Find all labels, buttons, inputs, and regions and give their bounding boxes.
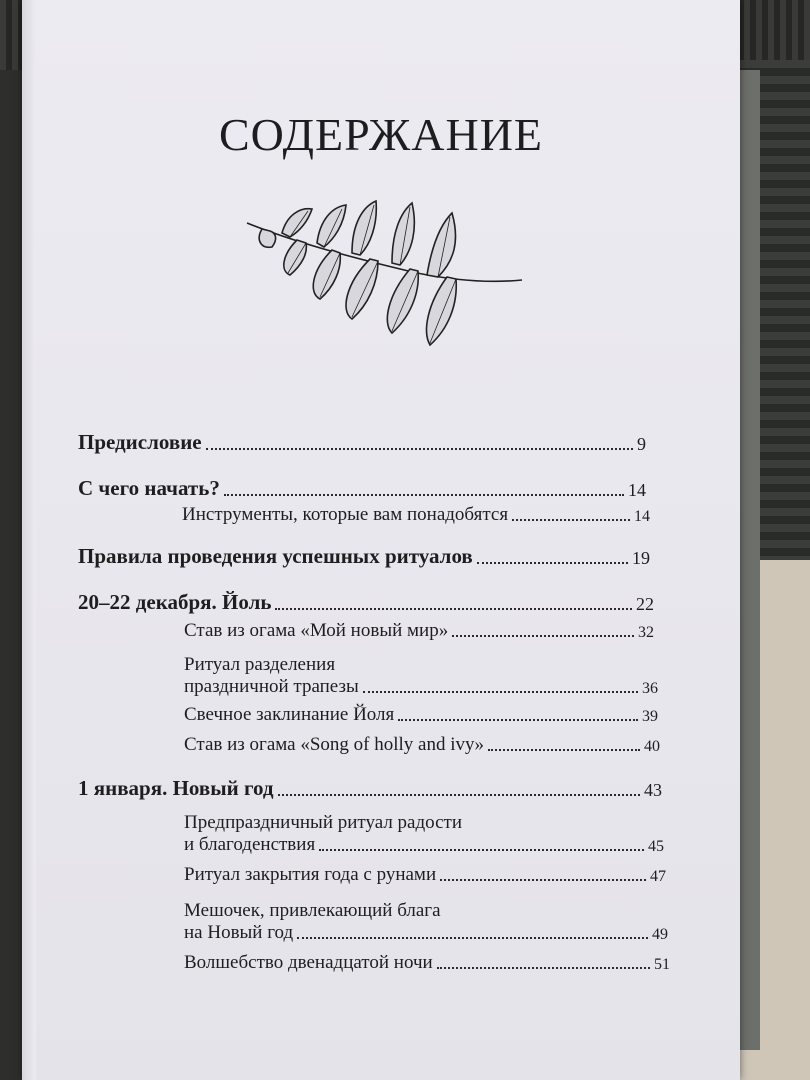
dot-leader [297, 937, 648, 939]
toc-entry[interactable] [184, 812, 664, 856]
toc-entry-title: Став из огама «Song of holly and ivy» [184, 734, 485, 755]
toc-entry-page: 47 [650, 868, 666, 885]
toc-entry-page: 14 [634, 508, 650, 525]
toc-entry-title: Став из огама «Мой новый мир» [184, 620, 449, 641]
toc-entry-title: 1 января. Новый год [78, 776, 274, 800]
toc-entry[interactable] [78, 776, 662, 801]
dot-leader [477, 562, 628, 564]
toc-entry[interactable] [184, 620, 654, 642]
toc-entry[interactable] [184, 952, 670, 974]
toc-entry-page: 14 [628, 480, 646, 500]
toc-entry[interactable] [184, 864, 666, 886]
toc-entry-title: Предисловие [78, 430, 202, 454]
toc-entry[interactable] [78, 430, 646, 455]
toc-entry-page: 19 [632, 548, 650, 568]
dot-leader [278, 794, 640, 796]
dot-leader [275, 608, 632, 610]
toc-entry[interactable] [184, 654, 658, 698]
toc-entry-title-line2: и благоденствия [184, 834, 316, 855]
toc-entry-page: 9 [637, 434, 646, 454]
toc-entry-page: 49 [652, 926, 668, 943]
dot-leader [437, 967, 650, 969]
toc-entry-page: 36 [642, 680, 658, 697]
toc-entry[interactable] [184, 704, 658, 726]
page-title: СОДЕРЖАНИЕ [218, 109, 544, 160]
toc-entry-title: Волшебство двенадцатой ночи [184, 952, 433, 973]
toc-entry[interactable] [78, 590, 654, 615]
table-of-contents [22, 0, 740, 1080]
toc-entry-title-line1: Ритуал разделения [184, 654, 336, 675]
book-page [22, 0, 740, 1080]
toc-entry-title: Правила проведения успешных ритуалов [78, 544, 473, 568]
dot-leader [224, 494, 624, 496]
toc-entry-page: 45 [648, 838, 664, 855]
toc-entry-title: Свечное заклинание Йоля [184, 704, 395, 725]
toc-entry-title-line2: на Новый год [184, 922, 294, 943]
toc-entry[interactable] [182, 504, 650, 526]
toc-entry-page: 32 [638, 624, 654, 641]
toc-entry-title-line1: Мешочек, привлекающий блага [184, 900, 441, 921]
toc-entry-page: 43 [644, 780, 662, 800]
dot-leader [512, 519, 630, 521]
toc-entry-page: 39 [642, 708, 658, 725]
toc-entry-title: С чего начать? [78, 476, 220, 500]
toc-entry-title-line1: Предпраздничный ритуал радости [184, 812, 463, 833]
dot-leader [452, 635, 634, 637]
toc-entry-page: 40 [644, 738, 660, 755]
dot-leader [363, 691, 638, 693]
toc-entry-title-line2: праздничной трапезы [184, 676, 359, 697]
toc-entry-page: 22 [636, 594, 654, 614]
toc-entry[interactable] [184, 900, 668, 944]
toc-entry-page: 51 [654, 956, 670, 973]
dot-leader [319, 849, 644, 851]
toc-entry[interactable] [184, 734, 660, 756]
toc-entry[interactable] [78, 544, 650, 569]
dot-leader [440, 879, 646, 881]
toc-entry[interactable] [78, 476, 646, 501]
dot-leader [488, 749, 640, 751]
dot-leader [398, 719, 638, 721]
toc-entry-title: Ритуал закрытия года с рунами [184, 864, 437, 885]
toc-entry-title: 20–22 декабря. Йоль [78, 590, 272, 614]
dot-leader [206, 448, 633, 450]
toc-entry-title: Инструменты, которые вам понадобятся [182, 504, 509, 525]
